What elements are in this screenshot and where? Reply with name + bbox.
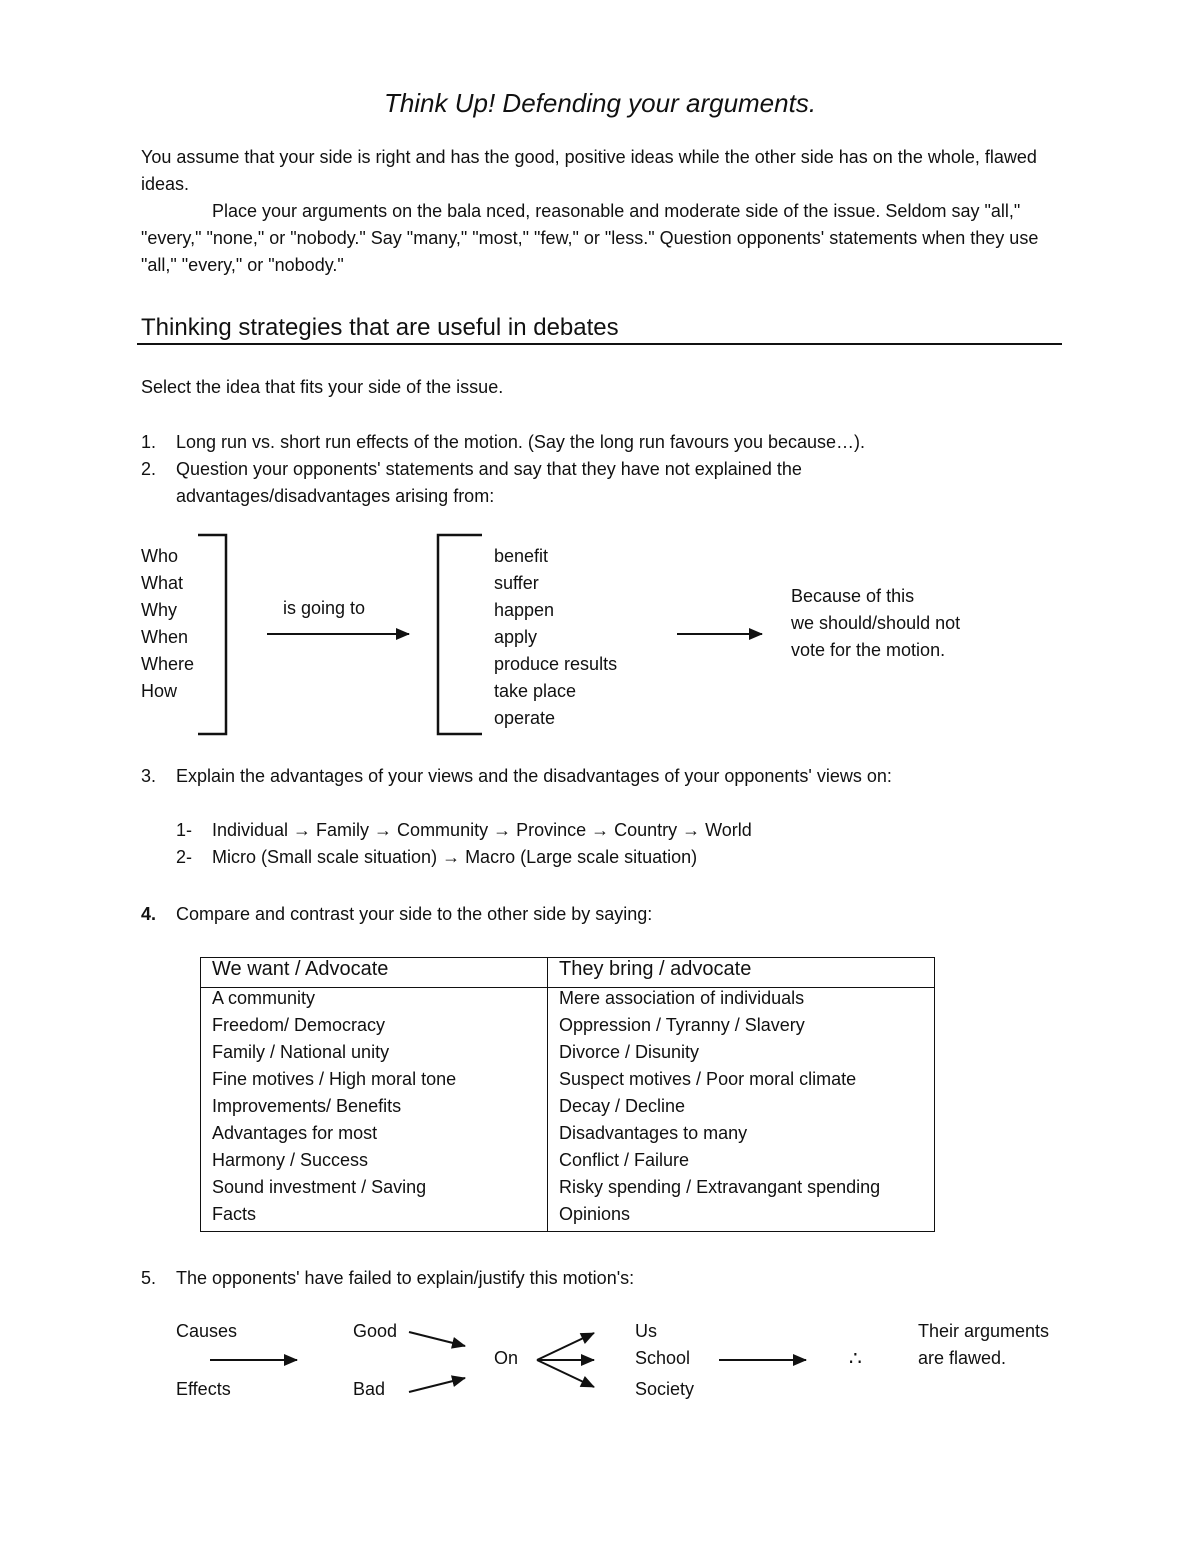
effects-label: Effects [176, 1379, 231, 1399]
section-heading: Thinking strategies that are useful in debates [141, 314, 619, 341]
table-cell: Divorce / Disunity [548, 1042, 935, 1069]
question-word: When [141, 627, 189, 647]
verb-item: benefit [494, 546, 549, 566]
question-word: Why [141, 600, 177, 620]
table-cell: Sound investment / Saving [201, 1177, 548, 1204]
question-word: Who [141, 546, 179, 566]
intro-paragraph-2: Place your arguments on the bala nced, reasonable and moderate side of the issue. Seldom say "all," "every," "none," or "nobody." Say "many," "most," "few," or "less." Question opponents' statements when they use "all," "every," or "nobody." [141, 201, 1039, 275]
arrow-on-us [537, 1333, 594, 1360]
table-cell: Harmony / Success [201, 1150, 548, 1177]
table-cell: Risky spending / Extravangant spending [548, 1177, 935, 1204]
arrow-bad-on [409, 1378, 465, 1392]
therefore-symbol: ∴ [849, 1348, 862, 1370]
flawed-conclusion-2: are flawed. [918, 1348, 1007, 1368]
verb-item: happen [494, 600, 555, 620]
item-text-5: The opponents' have failed to explain/justify this motion's: [176, 1268, 635, 1288]
conclusion-line: Because of this [791, 586, 915, 606]
item-text-2a: Question your opponents' statements and say that they have not explained the [176, 459, 802, 479]
item-number-3: 3. [141, 766, 157, 786]
causes-label: Causes [176, 1321, 238, 1341]
left-bracket [438, 535, 482, 734]
table-cell: Oppression / Tyranny / Slavery [548, 1015, 935, 1042]
bad-label: Bad [353, 1379, 386, 1399]
question-word: What [141, 573, 184, 593]
table-cell: Fine motives / High moral tone [201, 1069, 548, 1096]
arrow-on-society [537, 1360, 594, 1387]
on-label: On [494, 1348, 519, 1368]
table-cell: Improvements/ Benefits [201, 1096, 548, 1123]
arrow-good-on [409, 1332, 465, 1346]
item-text-3: Explain the advantages of your views and the disadvantages of your opponents' views on: [176, 766, 892, 786]
table-cell: Facts [201, 1204, 548, 1232]
verb-item: produce results [494, 654, 618, 674]
scale-label-1: 1- [176, 820, 193, 840]
us-label: Us [635, 1321, 657, 1341]
column-header: We want / Advocate [201, 958, 548, 988]
table-cell: Mere association of individuals [548, 988, 935, 1016]
table-cell: Opinions [548, 1204, 935, 1232]
item-text-1: Long run vs. short run effects of the motion. (Say the long run favours you because…). [176, 432, 866, 452]
school-label: School [635, 1348, 691, 1368]
table-cell: Disadvantages to many [548, 1123, 935, 1150]
society-label: Society [635, 1379, 695, 1399]
table-cell: Suspect motives / Poor moral climate [548, 1069, 935, 1096]
good-label: Good [353, 1321, 398, 1341]
conclusion-line: vote for the motion. [791, 640, 946, 660]
verb-item: take place [494, 681, 577, 701]
item-text-4: Compare and contrast your side to the other side by saying: [176, 904, 653, 924]
table-cell: Freedom/ Democracy [201, 1015, 548, 1042]
table-cell: Conflict / Failure [548, 1150, 935, 1177]
table-cell: Family / National unity [201, 1042, 548, 1069]
question-word: Where [141, 654, 195, 674]
intro-paragraph-1: You assume that your side is right and has the good, positive ideas while the other side has on the whole, flawed ideas. [141, 147, 1037, 194]
verb-item: suffer [494, 573, 539, 593]
question-word: How [141, 681, 178, 701]
item-number-4: 4. [141, 904, 157, 924]
table-cell: A community [201, 988, 548, 1016]
flawed-conclusion-1: Their arguments [918, 1321, 1050, 1341]
verb-item: operate [494, 708, 556, 728]
scale-label-2: 2- [176, 847, 193, 867]
select-instruction: Select the idea that fits your side of the issue. [141, 377, 504, 397]
item-text-2b: advantages/disadvantages arising from: [176, 486, 495, 506]
conclusion-line: we should/should not [791, 613, 961, 633]
right-bracket [198, 535, 226, 734]
table-cell: Decay / Decline [548, 1096, 935, 1123]
scale-list-1: Individual → Family → Community → Province → Country → World [212, 820, 752, 840]
connector-text: is going to [283, 598, 366, 618]
column-header: They bring / advocate [548, 958, 935, 988]
page-title: Think Up! Defending your arguments. [383, 88, 817, 118]
item-number-1: 1. [141, 432, 157, 452]
item-number-5: 5. [141, 1268, 157, 1288]
verb-item: apply [494, 627, 538, 647]
scale-list-2: Micro (Small scale situation) → Macro (Large scale situation) [212, 847, 698, 867]
item-number-2: 2. [141, 459, 157, 479]
table-cell: Advantages for most [201, 1123, 548, 1150]
